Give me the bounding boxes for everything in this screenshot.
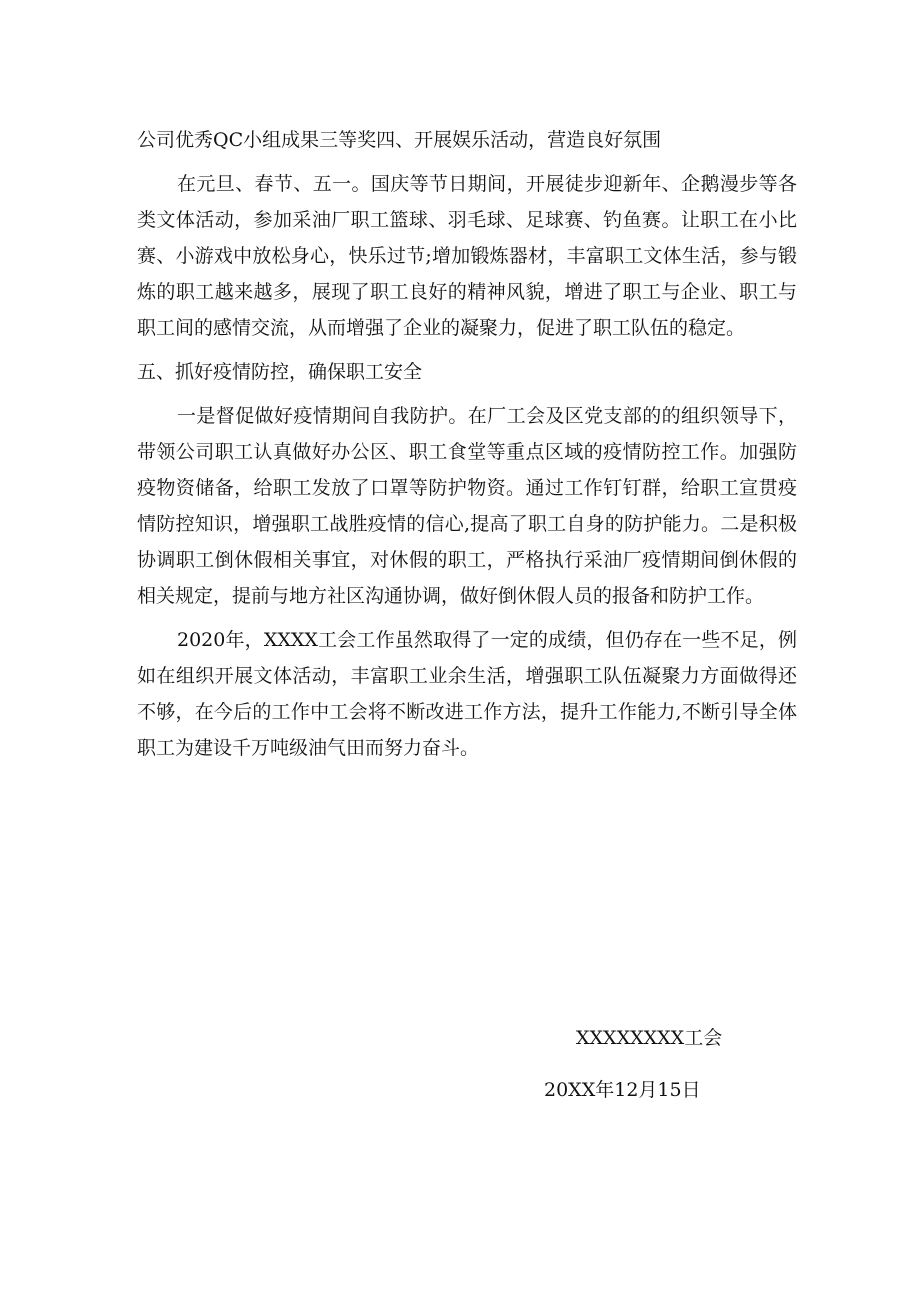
section-five-heading: 五、抓好疫情防控，确保职工安全 [137,361,423,383]
document-body [137,122,797,766]
paragraph-summary: 2020年，XXXX工会工作虽然取得了一定的成绩，但仍存在一些不足，例如在组织开展文体活动，丰富职工业余生活，增强职工队伍凝聚力方面做得还不够，在今后的工作中工会将不断改进工作方法，提升工作能力,不断引导全体职工为建设千万吨级油气田而努力奋斗。 [137,629,797,759]
signature-date: 20XX年12月15日 [544,1079,701,1101]
paragraph-epidemic-prevention: 一是督促做好疫情期间自我防护。在厂工会及区党支部的的组织领导下，带领公司职工认真做好办公区、职工食堂等重点区域的疫情防控工作。加强防疫物资储备，给职工发放了口罩等防护物资。通过工作钉钉群，给职工宣贯疫情防控知识，增强职工战胜疫情的信心,提高了职工自身的防护能力。二是积极协调职工倒休假相关事宜，对休假的职工，严格执行采油厂疫情期间倒休假的相关规定，提前与地方社区沟通协调，做好倒休假人员的报备和防护工作。 [137,405,797,607]
paragraph-recreation-activities: 在元旦、春节、五一。国庆等节日期间，开展徒步迎新年、企鹅漫步等各类文体活动，参加采油厂职工篮球、羽毛球、足球赛、钓鱼赛。让职工在小比赛、小游戏中放松身心，快乐过节;增加锻炼器材，丰富职工文体生活，参与锻炼的职工越来越多，展现了职工良好的精神风貌，增进了职工与企业、职工与职工间的感情交流，从而增强了企业的凝聚力，促进了职工队伍的稳定。 [137,173,797,339]
signature-organization: XXXXXXXX工会 [576,1027,723,1049]
lead-in-line: 公司优秀QC小组成果三等奖四、开展娱乐活动，营造良好氛围 [137,129,662,151]
